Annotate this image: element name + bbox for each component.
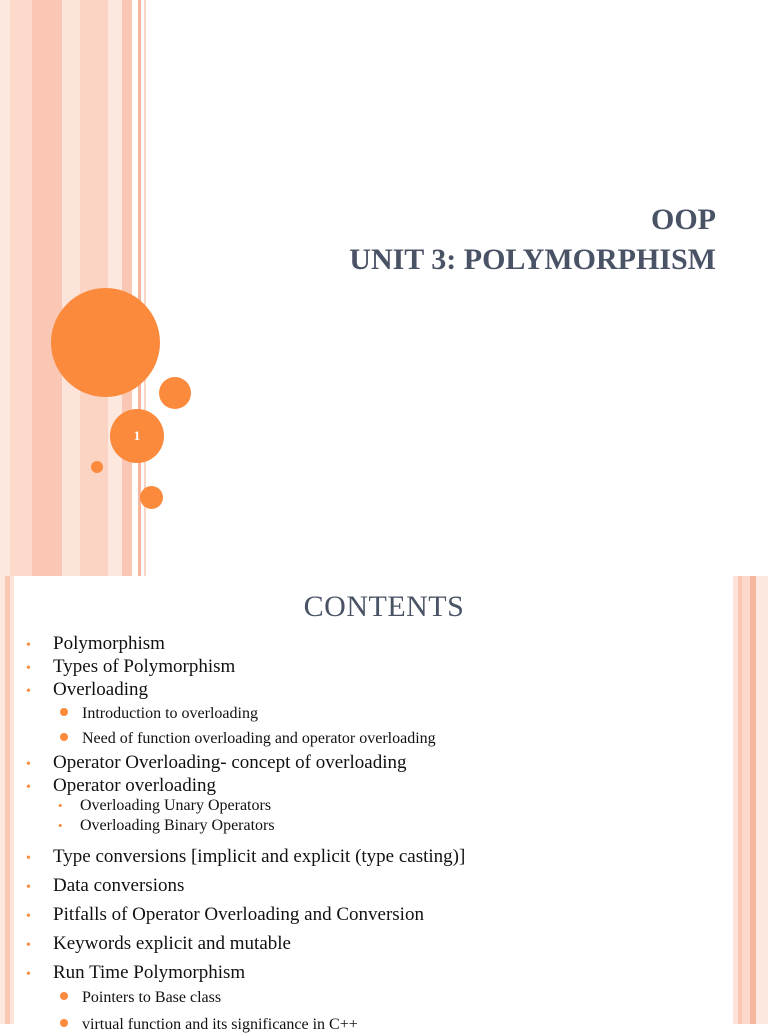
contents-item <box>26 933 291 955</box>
contents-title: CONTENTS <box>303 590 465 623</box>
contents-item <box>58 817 275 835</box>
decor-circle-large <box>51 288 160 397</box>
title-line-2: UNIT 3: POLYMORPHISM <box>349 243 716 276</box>
bullet-icon: • <box>26 638 31 653</box>
contents-item-label: Operator Overloading- concept of overloading <box>53 752 407 773</box>
contents-item <box>60 989 221 1007</box>
bullet-icon: • <box>26 880 31 895</box>
bullet-icon: • <box>26 661 31 676</box>
slide-number: 1 <box>133 428 141 443</box>
contents-item-label: virtual function and its significance in C++ <box>82 1016 358 1033</box>
contents-item-label: Types of Polymorphism <box>53 656 236 677</box>
decor-stripe <box>742 576 750 1024</box>
bullet-icon: • <box>58 818 63 833</box>
dot-bullet-icon <box>60 708 68 716</box>
decor-circle <box>140 486 163 509</box>
contents-item <box>26 962 245 984</box>
bullet-icon: • <box>26 938 31 953</box>
contents-item <box>60 730 436 748</box>
contents-item-label: Pointers to Base class <box>82 989 222 1006</box>
decor-stripe <box>756 576 768 1024</box>
contents-item <box>26 775 216 797</box>
contents-item-label: Run Time Polymorphism <box>53 962 246 983</box>
bullet-icon: • <box>26 757 31 772</box>
contents-item <box>26 679 148 701</box>
dot-bullet-icon <box>60 1019 68 1027</box>
decor-stripe <box>122 0 132 576</box>
contents-item-label: Overloading Unary Operators <box>80 797 272 814</box>
bullet-icon: • <box>58 798 63 813</box>
decor-stripe <box>10 576 14 1024</box>
decor-stripe <box>62 0 80 576</box>
bullet-icon: • <box>26 684 31 699</box>
contents-item-label: Introduction to overloading <box>82 705 258 722</box>
decor-stripe <box>138 0 141 576</box>
contents-item-label: Operator overloading <box>53 775 217 796</box>
contents-item <box>26 656 235 678</box>
contents-item <box>60 705 258 723</box>
dot-bullet-icon <box>60 992 68 1000</box>
contents-item-label: Need of function overloading and operator overloading <box>82 730 436 747</box>
bullet-icon: • <box>26 780 31 795</box>
contents-item <box>26 875 184 897</box>
contents-item <box>26 752 406 774</box>
bullet-icon: • <box>26 851 31 866</box>
decor-stripe <box>10 0 32 576</box>
contents-item <box>58 797 271 815</box>
contents-item-label: Type conversions [implicit and explicit (type casting)] <box>53 846 466 867</box>
decor-circle <box>159 377 191 409</box>
contents-item <box>60 1016 358 1034</box>
contents-item-label: Polymorphism <box>53 633 165 654</box>
contents-item <box>26 904 424 926</box>
contents-item-label: Overloading Binary Operators <box>80 817 275 834</box>
decor-circle-small <box>91 461 103 473</box>
dot-bullet-icon <box>60 733 68 741</box>
slide-title <box>349 200 716 280</box>
contents-item-label: Keywords explicit and mutable <box>53 933 291 954</box>
bullet-icon: • <box>26 909 31 924</box>
contents-item <box>26 633 165 655</box>
decor-stripe <box>0 0 10 576</box>
bullet-icon: • <box>26 967 31 982</box>
decor-stripe <box>32 0 62 576</box>
contents-item-label: Data conversions <box>53 875 185 896</box>
contents-item-label: Overloading <box>53 679 148 700</box>
contents-item-label: Pitfalls of Operator Overloading and Conversion <box>53 904 424 925</box>
title-line-1: OOP <box>651 203 716 236</box>
contents-slide <box>0 576 768 1033</box>
contents-item <box>26 846 465 868</box>
